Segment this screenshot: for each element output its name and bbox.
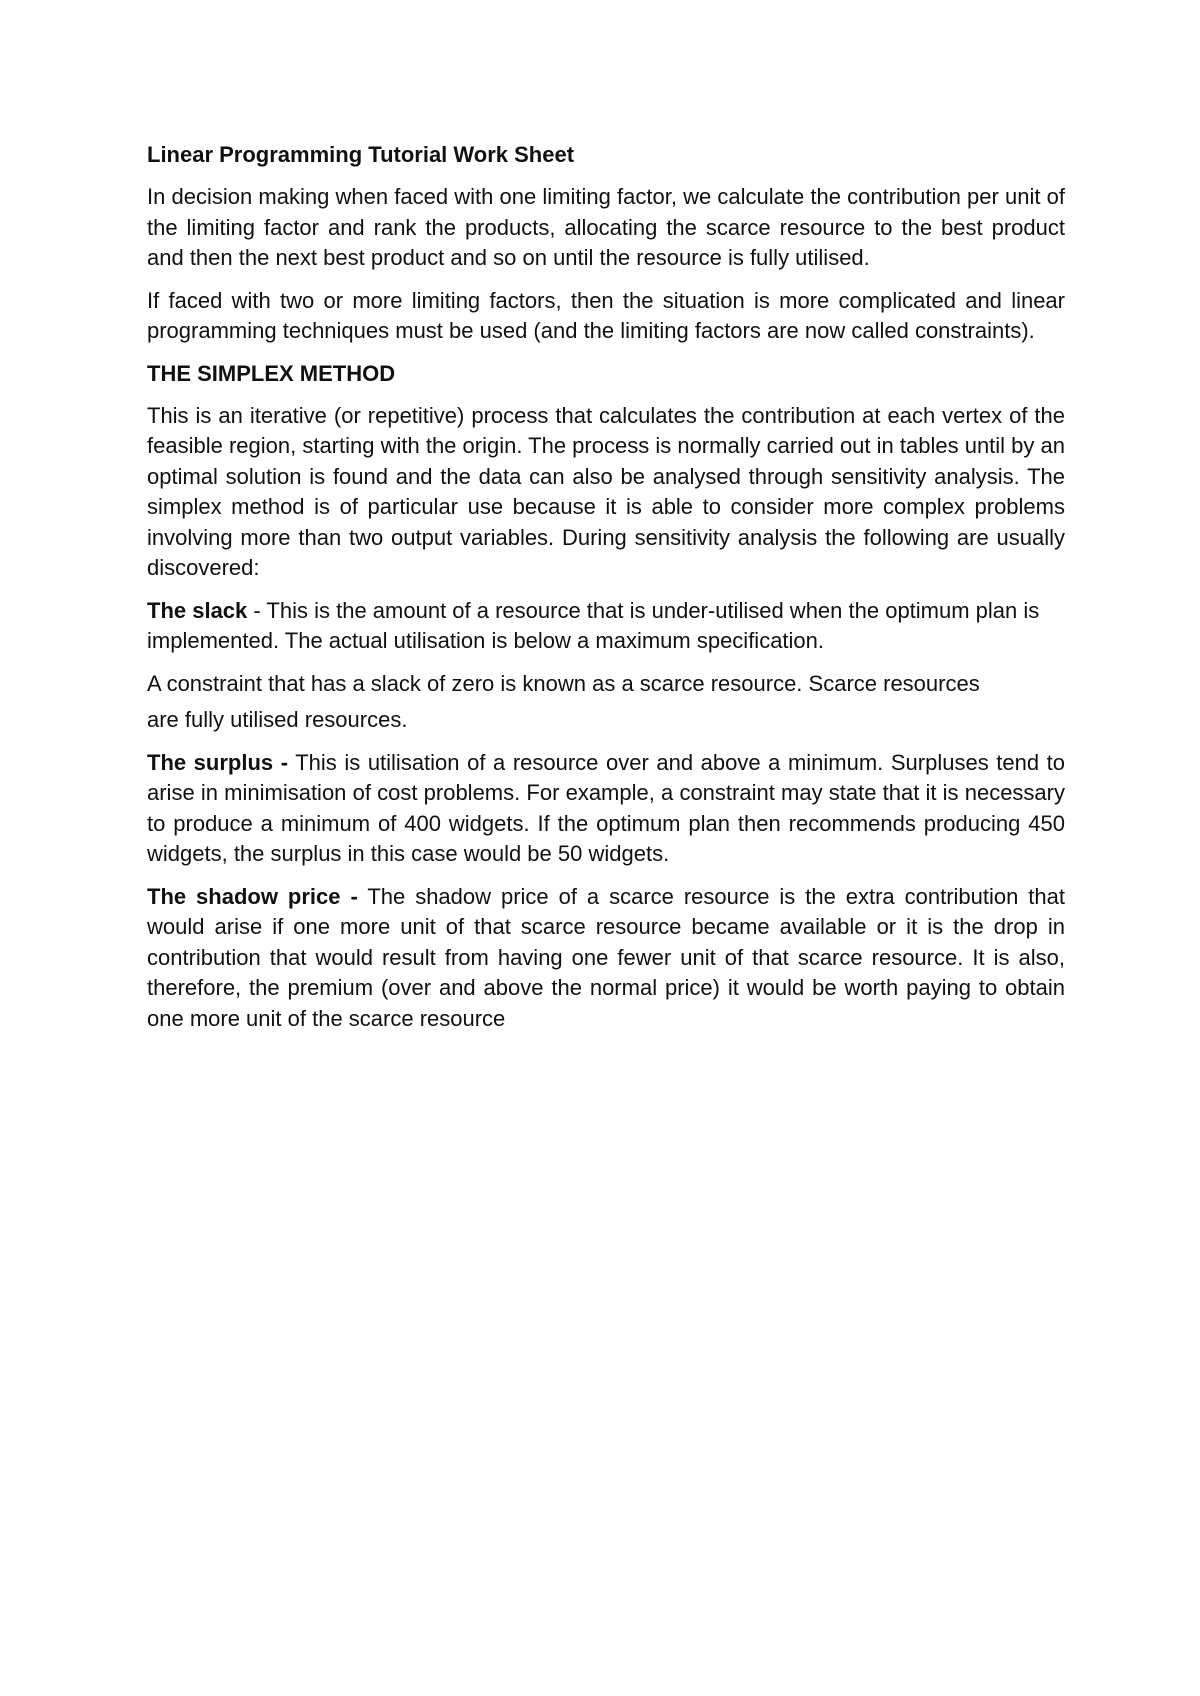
shadow-price-definition: The shadow price of a scarce resource is the extra contribution that would arise if one more unit of that scarce resource became available or it is the drop in contribution that would result from having one fewer unit of that scarce resource. It is also, therefore, the premium (over and above the normal price) it would be worth paying to obtain one more unit of the scarce resource (147, 883, 1065, 1031)
surplus-definition: This is utilisation of a resource over and above a minimum. Surpluses tend to arise in minimisation of cost problems. For example, a constraint may state that it is necessary to produce a minimum of 400 widgets. If the optimum plan then recommends producing 450 widgets, the surplus in this case would be 50 widgets. (147, 749, 1066, 866)
surplus-term: The surplus - (147, 749, 289, 775)
slack-definition: - This is the amount of a resource that is under-utilised when the optimum plan is implemented. The actual utilisation is below a maximum specification. (147, 597, 1040, 653)
slack-note-line-1: A constraint that has a slack of zero is known as a scarce resource. Scarce resources (147, 670, 980, 696)
document-title: Linear Programming Tutorial Work Sheet (147, 142, 575, 167)
slack-term: The slack (147, 597, 248, 623)
simplex-paragraph: This is an iterative (or repetitive) process that calculates the contribution at each vertex of the feasible region, starting with the origin. The process is normally carried out in tables until by an optimal solution is found and the data can also be analysed through sensitivity analysis. The simplex method is of particular use because it is able to consider more complex problems involving more than two output variables. During sensitivity analysis the following are usually discovered: (147, 402, 1065, 580)
simplex-heading: THE SIMPLEX METHOD (147, 360, 396, 386)
shadow-price-paragraph (147, 882, 1065, 1035)
slack-paragraph (147, 596, 1065, 657)
shadow-price-term: The shadow price - (147, 883, 358, 909)
document-page (147, 140, 1065, 1046)
intro-paragraph-2: If faced with two or more limiting factors, then the situation is more complicated and linear programming techniques must be used (and the limiting factors are now called constraints). (147, 287, 1065, 343)
slack-note-line-2: are fully utilised resources. (147, 707, 408, 732)
surplus-paragraph (147, 748, 1065, 870)
intro-paragraph-1: In decision making when faced with one limiting factor, we calculate the contribution per unit of the limiting factor and rank the products, allocating the scarce resource to the best product and then the next best product and so on until the resource is fully utilised. (147, 184, 1065, 270)
